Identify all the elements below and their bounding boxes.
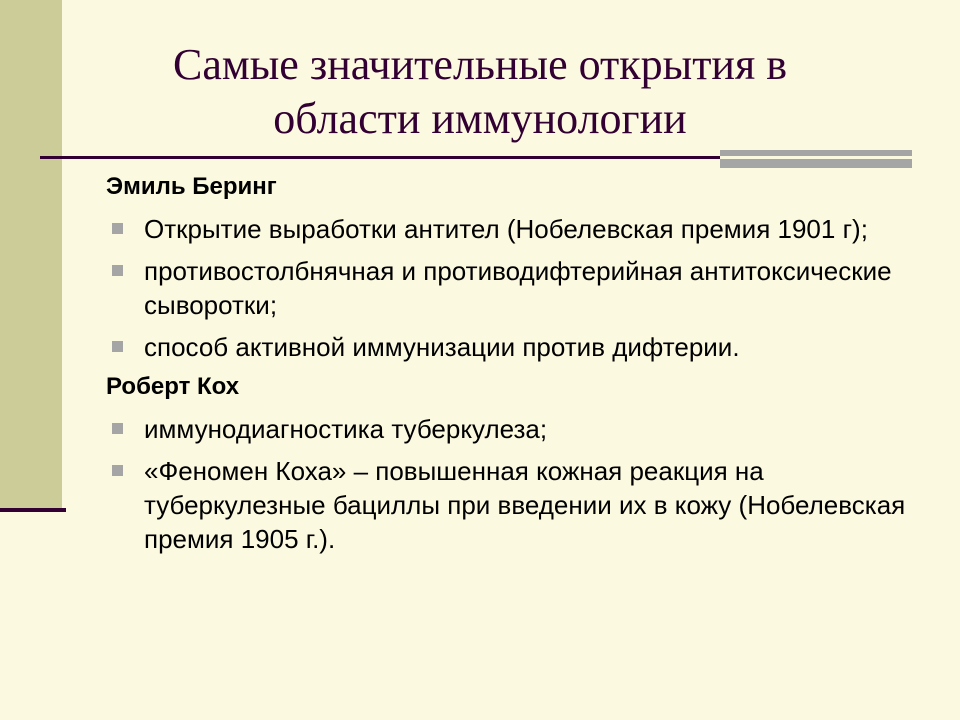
square-bullet-icon [112,265,123,276]
side-decoration-bar [0,0,62,512]
list-item [106,454,906,556]
title-line-2: области иммунологии [273,94,687,143]
list-item [106,212,906,246]
square-bullet-icon [112,341,123,352]
section-heading-behring: Эмиль Беринг [106,173,277,200]
slide-title [100,38,860,146]
list-item-text: противостолбнячная и противодифтерийная антитоксические сыворотки; [144,256,892,320]
list-item [106,330,906,364]
square-bullet-icon [112,423,123,434]
title-accent-bar [720,150,912,168]
square-bullet-icon [112,465,123,476]
list-item-text: «Феномен Коха» – повышенная кожная реакция на туберкулезные бациллы при введении их в кожу (Нобелевская премия 1905 г.). [144,456,906,554]
side-bar-underline [0,508,66,512]
section-heading-koch: Роберт Кох [106,373,240,400]
square-bullet-icon [112,223,123,234]
list-item-text: способ активной иммунизации против дифтерии. [144,332,740,362]
list-item [106,254,906,322]
list-item-text: Открытие выработки антител (Нобелевская премия 1901 г); [144,214,868,244]
list-item [106,412,906,446]
slide-body [106,172,906,556]
title-line-1: Самые значительные открытия в [173,40,787,89]
list-item-text: иммунодиагностика туберкулеза; [144,414,548,444]
